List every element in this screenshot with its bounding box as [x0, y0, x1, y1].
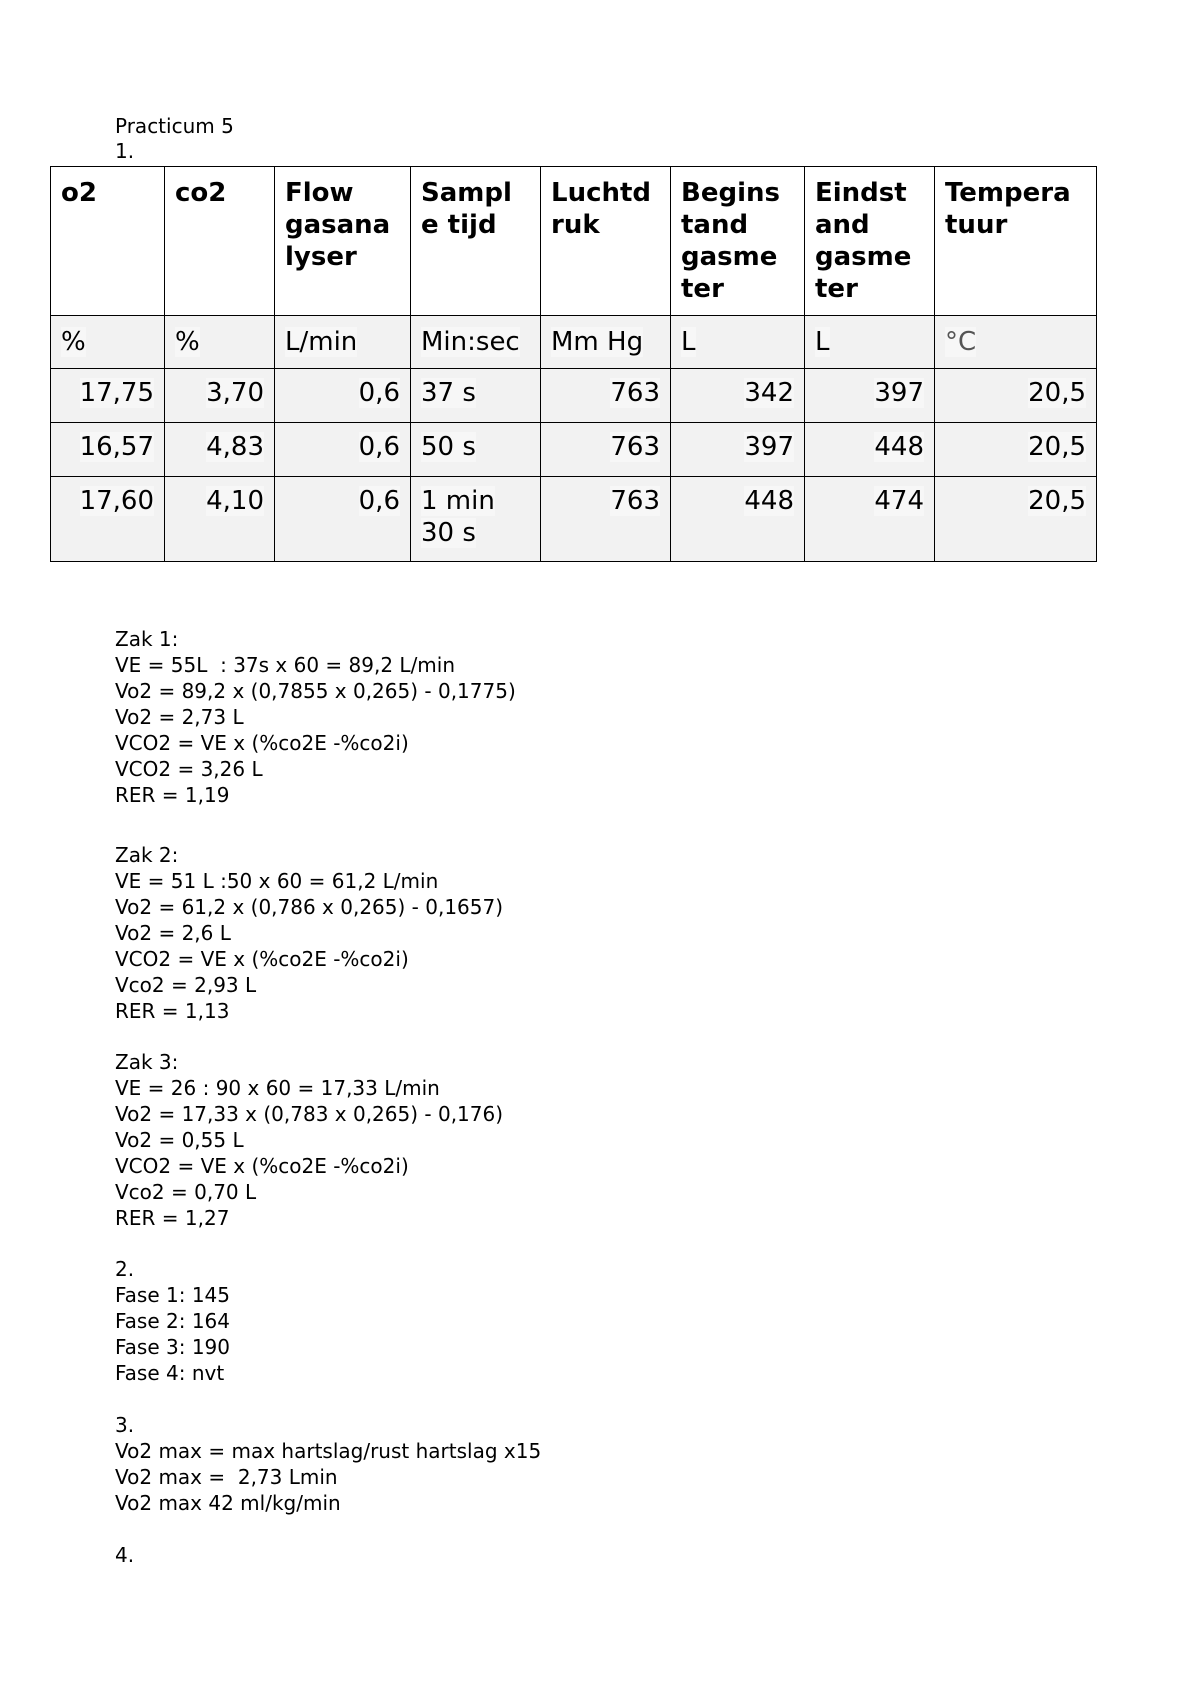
zak-2-section — [115, 842, 503, 1024]
header-cell-sample-time: Sampl e tijd — [411, 167, 541, 316]
zak-3-line: Vo2 = 0,55 L — [115, 1128, 244, 1152]
zak-1-line: VCO2 = 3,26 L — [115, 757, 263, 781]
table-cell: 4,83 — [165, 423, 275, 477]
table-cell: 397 — [805, 369, 935, 423]
header-cell-co2: co2 — [165, 167, 275, 316]
question-number-1: 1. — [115, 139, 135, 163]
table-cell: 763 — [541, 369, 671, 423]
table-units-row — [51, 316, 1097, 369]
zak-2-line: VE = 51 L :50 x 60 = 61,2 L/min — [115, 869, 439, 893]
zak-1-line: RER = 1,19 — [115, 783, 230, 807]
table-cell: 37 s — [411, 369, 541, 423]
table-cell: 17,60 — [51, 477, 165, 562]
unit-cell: % — [51, 316, 165, 369]
phase-line: Fase 1: 145 — [115, 1283, 230, 1307]
question-3-number: 3. — [115, 1413, 135, 1437]
table-cell: 397 — [671, 423, 805, 477]
measurement-table — [50, 166, 1097, 562]
unit-cell: °C — [935, 316, 1097, 369]
vo2max-line: Vo2 max = max hartslag/rust hartslag x15 — [115, 1439, 542, 1463]
zak-3-title: Zak 3: — [115, 1050, 179, 1074]
table-cell: 20,5 — [935, 423, 1097, 477]
vo2max-line: Vo2 max = 2,73 Lmin — [115, 1465, 338, 1489]
zak-3-line: RER = 1,27 — [115, 1206, 230, 1230]
table-cell: 474 — [805, 477, 935, 562]
table-cell: 1 min 30 s — [411, 477, 541, 562]
table-row — [51, 369, 1097, 423]
zak-1-title: Zak 1: — [115, 627, 179, 651]
question-4-section — [115, 1542, 134, 1568]
table-cell: 0,6 — [275, 477, 411, 562]
document-title: Practicum 5 — [115, 114, 234, 138]
unit-cell: % — [165, 316, 275, 369]
table-row — [51, 477, 1097, 562]
zak-3-line: VE = 26 : 90 x 60 = 17,33 L/min — [115, 1076, 440, 1100]
table-cell: 20,5 — [935, 477, 1097, 562]
zak-1-line: VCO2 = VE x (%co2E -%co2i) — [115, 731, 409, 755]
unit-cell: Mm Hg — [541, 316, 671, 369]
zak-1-section — [115, 626, 516, 808]
zak-2-line: VCO2 = VE x (%co2E -%co2i) — [115, 947, 409, 971]
unit-cell: L/min — [275, 316, 411, 369]
header-cell-end-gasmeter: Eindst and gasme ter — [805, 167, 935, 316]
zak-3-line: Vco2 = 0,70 L — [115, 1180, 257, 1204]
table-cell: 763 — [541, 423, 671, 477]
zak-2-line: RER = 1,13 — [115, 999, 230, 1023]
question-2-number: 2. — [115, 1257, 135, 1281]
header-block — [115, 114, 234, 164]
phase-line: Fase 4: nvt — [115, 1361, 225, 1385]
table-cell: 16,57 — [51, 423, 165, 477]
table-cell: 0,6 — [275, 423, 411, 477]
zak-3-line: VCO2 = VE x (%co2E -%co2i) — [115, 1154, 409, 1178]
table-cell: 448 — [805, 423, 935, 477]
question-3-section — [115, 1412, 541, 1516]
unit-cell: L — [671, 316, 805, 369]
zak-2-line: Vco2 = 2,93 L — [115, 973, 257, 997]
question-4-number: 4. — [115, 1543, 135, 1567]
table-cell: 50 s — [411, 423, 541, 477]
table-cell: 20,5 — [935, 369, 1097, 423]
table-cell: 4,10 — [165, 477, 275, 562]
table-cell: 17,75 — [51, 369, 165, 423]
table-cell: 0,6 — [275, 369, 411, 423]
phase-line: Fase 2: 164 — [115, 1309, 230, 1333]
unit-cell: Min:sec — [411, 316, 541, 369]
zak-1-line: Vo2 = 2,73 L — [115, 705, 244, 729]
header-cell-o2: o2 — [51, 167, 165, 316]
zak-2-line: Vo2 = 2,6 L — [115, 921, 231, 945]
zak-1-line: Vo2 = 89,2 x (0,7855 x 0,265) - 0,1775) — [115, 679, 516, 703]
table-header-row — [51, 167, 1097, 316]
header-cell-start-gasmeter: Begins tand gasme ter — [671, 167, 805, 316]
zak-1-line: VE = 55L : 37s x 60 = 89,2 L/min — [115, 653, 456, 677]
zak-3-section — [115, 1049, 503, 1231]
table-cell: 448 — [671, 477, 805, 562]
unit-cell: L — [805, 316, 935, 369]
zak-2-title: Zak 2: — [115, 843, 179, 867]
table-cell: 342 — [671, 369, 805, 423]
table-cell: 763 — [541, 477, 671, 562]
phase-line: Fase 3: 190 — [115, 1335, 230, 1359]
header-cell-air-pressure: Luchtd ruk — [541, 167, 671, 316]
table-cell: 3,70 — [165, 369, 275, 423]
vo2max-line: Vo2 max 42 ml/kg/min — [115, 1491, 341, 1515]
zak-3-line: Vo2 = 17,33 x (0,783 x 0,265) - 0,176) — [115, 1102, 504, 1126]
header-cell-flow: Flow gasana lyser — [275, 167, 411, 316]
table-row — [51, 423, 1097, 477]
question-2-section — [115, 1256, 230, 1386]
header-cell-temperature: Tempera tuur — [935, 167, 1097, 316]
zak-2-line: Vo2 = 61,2 x (0,786 x 0,265) - 0,1657) — [115, 895, 504, 919]
